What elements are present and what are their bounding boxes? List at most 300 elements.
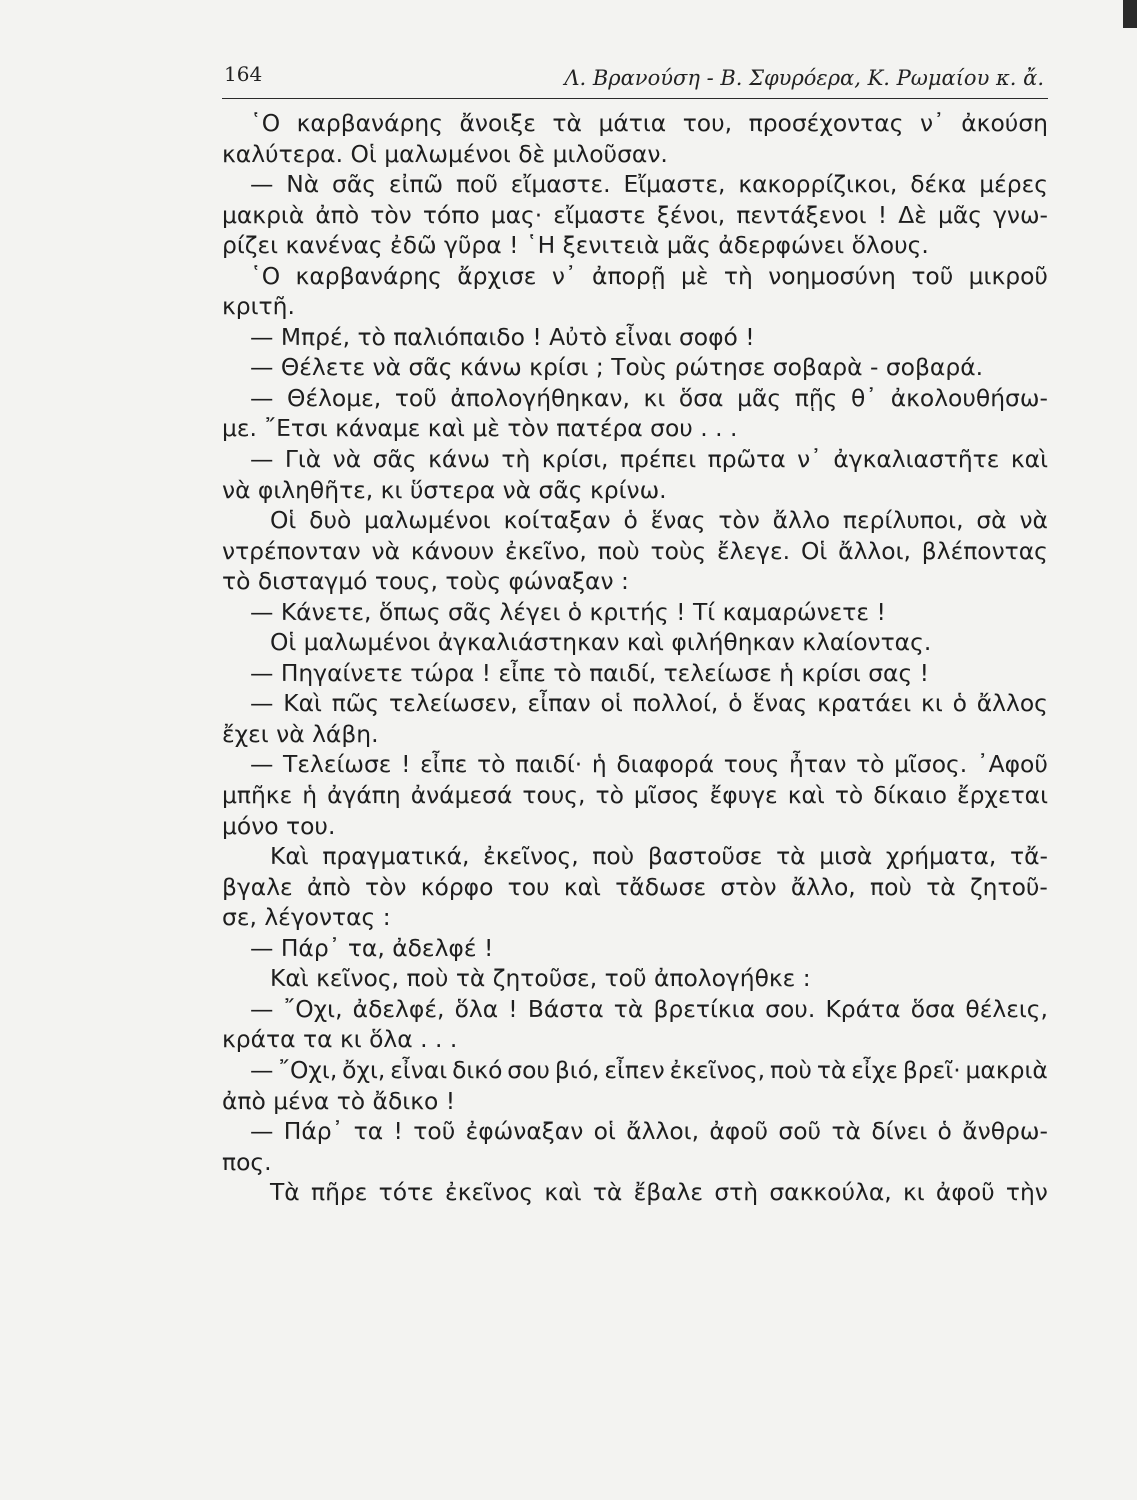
word: τοῦ xyxy=(911,261,954,290)
word: τὴ xyxy=(501,445,531,474)
word: τους xyxy=(723,750,780,779)
word: σοῦ xyxy=(778,1117,822,1146)
word: καὶ xyxy=(1010,445,1048,474)
word: Νὰ xyxy=(286,170,320,199)
word: τα xyxy=(303,1025,340,1054)
word: σου xyxy=(507,1055,550,1084)
text-line xyxy=(222,963,1048,994)
word: βρετίκια xyxy=(653,994,756,1023)
word: τὴν xyxy=(1005,1178,1048,1207)
word: μαλωμένοι xyxy=(364,506,491,535)
word: μόνο xyxy=(222,811,287,840)
word: — xyxy=(250,689,274,718)
word: σᾶς xyxy=(332,170,377,199)
word: νὰ xyxy=(222,475,258,504)
word: κι xyxy=(380,475,410,504)
word: δικό xyxy=(452,1055,503,1084)
page-number: 164 xyxy=(224,62,263,86)
word: μακριὰ xyxy=(965,1055,1048,1084)
page-header xyxy=(222,58,1048,99)
word: ἀπὸ xyxy=(306,872,351,901)
word: βγαλε xyxy=(222,872,293,901)
word: . xyxy=(420,1025,435,1054)
word: κριτῆ. xyxy=(222,292,295,321)
word: εἰπῶ xyxy=(388,170,444,199)
word: ἄλλο xyxy=(772,506,831,535)
word: ! xyxy=(445,1086,456,1115)
word: ! xyxy=(401,750,411,779)
word: εἶπαν xyxy=(527,689,591,718)
word: πραγματικά, xyxy=(322,842,470,871)
word: μῖσος. xyxy=(894,750,968,779)
word: ἡ xyxy=(302,781,318,810)
word: Θέλομε, xyxy=(287,383,382,412)
text-line xyxy=(222,261,1048,292)
scan-edge xyxy=(1123,0,1137,28)
word: : xyxy=(620,567,629,596)
word: τους, xyxy=(522,781,586,810)
word: — xyxy=(250,383,274,412)
word: Βάστα xyxy=(527,994,604,1023)
word: ὕστερα xyxy=(409,475,503,504)
word: ! xyxy=(676,597,693,626)
text-line xyxy=(222,658,1048,689)
word: χρήματα, xyxy=(885,842,997,871)
word: ἡ xyxy=(779,658,802,687)
word: — xyxy=(250,353,281,382)
word: κόρφο xyxy=(420,872,494,901)
word: δίνει xyxy=(871,1117,928,1146)
word: Τί xyxy=(692,597,723,626)
word: Πηγαίνετε xyxy=(280,658,411,687)
word: μᾶς xyxy=(666,231,719,260)
word: του, xyxy=(682,109,733,137)
word: σοβαρὰ xyxy=(772,353,870,382)
word: τα xyxy=(353,1117,384,1146)
text-line xyxy=(222,1147,1048,1178)
word: περίλυποι, xyxy=(842,506,964,535)
word: ἐκεῖνος, xyxy=(483,842,579,871)
word: Οἱ xyxy=(800,536,828,565)
word: κρίσι xyxy=(801,658,869,687)
text-line xyxy=(222,230,1048,261)
word: κανένας xyxy=(285,231,391,260)
word: θέλεις, xyxy=(965,994,1048,1023)
word: ἔφυγε xyxy=(709,781,778,810)
word: ἀδερφώνει xyxy=(718,231,852,260)
word: τὴ xyxy=(723,261,753,290)
word: δισταγμό xyxy=(257,567,375,596)
text-line xyxy=(222,139,1048,170)
word: Πάρ᾽ xyxy=(280,933,348,962)
word: παιδί· xyxy=(515,750,583,779)
word: κράτα xyxy=(222,1025,303,1054)
word: ἕνας xyxy=(650,506,706,535)
word: Αὐτὸ xyxy=(549,322,615,351)
word: Γιὰ xyxy=(284,445,322,474)
word: ἀκούση xyxy=(961,109,1048,137)
word: κλαίοντας. xyxy=(802,628,932,657)
word: καὶ xyxy=(626,628,672,657)
word: ἀδελφέ xyxy=(392,933,484,962)
word: Τελείωσε xyxy=(283,750,392,779)
word: καὶ xyxy=(544,1178,582,1207)
word: ἄλλος xyxy=(976,689,1048,718)
word: ὅλα xyxy=(454,994,499,1023)
word: — xyxy=(250,322,281,351)
text-line xyxy=(222,1116,1048,1147)
word: τοὺς xyxy=(445,567,509,596)
word: σὰ xyxy=(976,506,1007,535)
word: - xyxy=(869,353,886,382)
word: οἱ xyxy=(600,689,623,718)
word: γνω- xyxy=(993,200,1048,229)
word: ντρέπονταν xyxy=(222,536,361,565)
word: Τοὺς xyxy=(611,353,675,382)
text-line xyxy=(222,902,1048,933)
word: ἄλλοι, xyxy=(626,1117,699,1146)
word: ξενιτειὰ xyxy=(562,231,667,260)
word: φιλήθηκαν xyxy=(671,628,803,657)
word: τὰ xyxy=(592,1178,623,1207)
word: τὰ xyxy=(926,872,956,901)
word: κρατάει xyxy=(817,689,912,718)
word: μᾶς xyxy=(737,383,782,412)
word: μαλωμένοι xyxy=(303,628,438,657)
word: ἄνοιξε xyxy=(459,109,536,137)
word: μισὰ xyxy=(819,842,873,871)
running-head: Λ. Βρανούση - Β. Σφυρόερα, Κ. Ρωμαίου κ. ἄ. xyxy=(564,66,1044,90)
word: ! xyxy=(919,658,930,687)
word: σε, xyxy=(222,903,265,932)
word: τὸν xyxy=(507,414,557,443)
word: τὰ xyxy=(831,1117,861,1146)
word: εἶπε xyxy=(498,658,554,687)
word: ἦταν xyxy=(789,750,847,779)
word: κι xyxy=(643,383,666,412)
word: πῇς xyxy=(794,383,838,412)
word: στὸν xyxy=(720,872,777,901)
word: εἶπεν xyxy=(604,1055,665,1084)
word: ὁ xyxy=(567,597,590,626)
text-line xyxy=(222,811,1048,842)
word: πολλοί, xyxy=(632,689,719,718)
word: τώρα xyxy=(410,658,482,687)
word: του. xyxy=(286,811,336,840)
word: ὁ xyxy=(937,1117,952,1146)
word: τότε xyxy=(378,1178,434,1207)
word: ! xyxy=(532,322,550,351)
word: ἕνας xyxy=(752,689,808,718)
word: ἀπολογήθηκαν, xyxy=(450,383,630,412)
word: . xyxy=(434,1025,450,1054)
word: τους, xyxy=(374,567,446,596)
word: τὸν xyxy=(370,200,412,229)
word: ῾Η xyxy=(525,231,563,260)
word: ἔχει xyxy=(222,719,277,748)
text-line xyxy=(222,872,1048,903)
word: τὸ xyxy=(357,322,394,351)
word: κι xyxy=(902,1178,925,1207)
word: καμαρώνετε xyxy=(722,597,877,626)
word: μαλωμένοι xyxy=(384,139,519,168)
word: κρίσι, xyxy=(541,445,609,474)
word: νὰ xyxy=(332,445,362,474)
word: ! xyxy=(745,322,755,351)
word: μὲ xyxy=(472,414,508,443)
word: στὴ xyxy=(714,1178,759,1207)
text-line xyxy=(222,994,1048,1025)
word: ἄδικο xyxy=(372,1086,446,1115)
word: βλέποντας xyxy=(921,536,1048,565)
word: δὲ xyxy=(518,139,553,168)
word: τα, xyxy=(347,933,393,962)
word: μέρες xyxy=(979,170,1048,199)
text-line xyxy=(222,627,1048,658)
text-line xyxy=(222,383,1048,414)
word: ; xyxy=(595,353,612,382)
word: ! xyxy=(877,200,888,229)
word: τὸ xyxy=(477,750,506,779)
word: νὰ xyxy=(371,536,401,565)
word: προσέχοντας xyxy=(748,109,904,137)
word: εἴμαστε xyxy=(553,200,646,229)
word: ! xyxy=(508,994,518,1023)
word: οἱ xyxy=(593,1117,616,1146)
word: ἀδελφέ, xyxy=(352,994,445,1023)
word: πρέπει xyxy=(619,445,697,474)
word: παλιόπαιδο xyxy=(393,322,533,351)
word: ἔλεγε. xyxy=(717,536,791,565)
word: δυὸ xyxy=(309,506,352,535)
word: ! xyxy=(393,1117,403,1146)
word: Κάνετε, xyxy=(280,597,379,626)
word: μπῆκε xyxy=(222,781,293,810)
word: Δὲ xyxy=(898,200,927,229)
word: ἀφοῦ xyxy=(709,1117,769,1146)
word: καρβανάρης xyxy=(296,109,443,137)
word: Οἱ xyxy=(270,628,304,657)
word: μιλοῦσαν. xyxy=(552,139,668,168)
word: ᾽Αφοῦ xyxy=(976,750,1048,779)
word: εἶχε xyxy=(851,1055,898,1084)
word: σᾶς xyxy=(372,445,417,474)
word: σοβαρά. xyxy=(885,353,984,382)
word: ἐκεῖνο, xyxy=(504,536,587,565)
text-line xyxy=(222,475,1048,506)
word: δέκα xyxy=(910,170,967,199)
text-line xyxy=(222,841,1048,872)
word: σᾶς xyxy=(408,353,460,382)
text-line xyxy=(222,444,1048,475)
text-line xyxy=(222,200,1048,231)
word: Θέλετε xyxy=(280,353,373,382)
word: Μπρέ, xyxy=(280,322,358,351)
word: κάνω xyxy=(459,353,530,382)
word: τὸ xyxy=(834,781,864,810)
word: σου. xyxy=(765,994,816,1023)
word: ἀπορῇ xyxy=(592,261,666,290)
word: ἄλλοι, xyxy=(838,536,911,565)
word: ἔβαλε xyxy=(633,1178,704,1207)
word: νὰ xyxy=(372,353,409,382)
word: — xyxy=(250,597,281,626)
word: νὰ xyxy=(502,475,539,504)
word: ὁ xyxy=(952,689,967,718)
word: νὰ xyxy=(1019,506,1048,535)
word: καὶ xyxy=(427,414,473,443)
word: ἀγάπη xyxy=(327,781,401,810)
word: εἶπε xyxy=(420,750,468,779)
word: μένα xyxy=(273,1086,337,1115)
word: ἀπὸ xyxy=(222,1086,274,1115)
word: τὰ xyxy=(613,994,644,1023)
word: ἐκεῖνος xyxy=(445,1178,534,1207)
text-line xyxy=(222,1177,1048,1208)
word: . xyxy=(715,414,731,443)
word: Καὶ xyxy=(270,964,317,993)
word: ποὺ xyxy=(870,872,912,901)
word: τὸ xyxy=(553,658,590,687)
word: κριτής xyxy=(589,597,677,626)
word: ἄρχισε xyxy=(457,261,537,290)
word: κάνω xyxy=(428,445,490,474)
word: εἶναι xyxy=(614,322,679,351)
word: ὁ xyxy=(728,689,743,718)
word: κοίταξαν xyxy=(503,506,611,535)
word: φιληθῆτε, xyxy=(257,475,381,504)
word: σου xyxy=(650,414,701,443)
word: τἄδωσε xyxy=(615,872,707,901)
word: ποὺ xyxy=(406,964,456,993)
text-line xyxy=(222,352,1048,383)
word: ! xyxy=(876,597,886,626)
word: βρεῖ· xyxy=(902,1055,961,1084)
word: δίκαιο xyxy=(873,781,947,810)
word: ὅπως xyxy=(378,597,449,626)
word: σᾶς xyxy=(448,597,500,626)
word: ἄνθρω- xyxy=(962,1117,1048,1146)
word: κρίσι xyxy=(529,353,596,382)
word: ποὺ xyxy=(592,842,635,871)
word: . xyxy=(730,414,738,443)
word: μὲ xyxy=(680,261,709,290)
word: μάτια xyxy=(598,109,667,137)
word: καὶ xyxy=(787,781,825,810)
text-line xyxy=(222,933,1048,964)
word: τὰ xyxy=(816,1055,847,1084)
word: Κράτα xyxy=(825,994,901,1023)
word: λέγει xyxy=(499,597,568,626)
word: ἐφώναξαν xyxy=(465,1117,584,1146)
word: ἀφοῦ xyxy=(935,1178,995,1207)
word: μᾶς xyxy=(937,200,982,229)
word: κάνουν xyxy=(410,536,495,565)
word: τόπο xyxy=(422,200,480,229)
word: ἀπολογήθκε xyxy=(653,964,803,993)
word: ὅλα xyxy=(369,1025,421,1054)
word: ἀγκαλιάστηκαν xyxy=(437,628,627,657)
word: ! xyxy=(481,658,499,687)
text-line xyxy=(222,413,1048,444)
word: ποὺ xyxy=(770,1055,812,1084)
word: σακκούλα, xyxy=(769,1178,892,1207)
word: Τὰ xyxy=(270,1178,300,1207)
word: εἶναι xyxy=(390,1055,448,1084)
word: . xyxy=(700,414,716,443)
text-line xyxy=(222,505,1048,536)
word: καλύτερα. xyxy=(222,139,351,168)
word: σᾶς xyxy=(538,475,590,504)
word: ζητοῦ- xyxy=(969,872,1048,901)
word: νὰ xyxy=(276,719,313,748)
word: τοῦ xyxy=(413,1117,456,1146)
word: ῾Ο xyxy=(250,109,281,137)
word: κρίνω. xyxy=(589,475,667,504)
word: κι xyxy=(339,1025,370,1054)
word: Καὶ xyxy=(283,689,322,718)
word: κεῖνος, xyxy=(316,964,407,993)
text-line xyxy=(222,322,1048,353)
word: ἐκεῖνος, xyxy=(669,1055,766,1084)
word: ν᾽ xyxy=(797,445,822,474)
word: τὸν xyxy=(365,872,407,901)
text-line xyxy=(222,780,1048,811)
word: σας xyxy=(868,658,920,687)
word: καρβανάρης xyxy=(295,261,442,290)
word: — xyxy=(250,994,274,1023)
word: τὰ xyxy=(552,109,582,137)
body-text xyxy=(222,108,1048,1208)
word: τὸ xyxy=(336,1086,373,1115)
word: ὁ xyxy=(623,506,638,535)
word: ἡ xyxy=(591,750,607,779)
word: τοὺς xyxy=(650,536,707,565)
word: βιό, xyxy=(554,1055,600,1084)
word: διαφορά xyxy=(616,750,715,779)
word: φώναξαν xyxy=(508,567,621,596)
word: ῎Οχι, xyxy=(278,1055,338,1084)
word: γῦρα xyxy=(444,231,510,260)
word: του xyxy=(507,872,550,901)
word: ποὺ xyxy=(597,536,640,565)
word: λέγοντας xyxy=(264,903,383,932)
word: πῶς xyxy=(331,689,380,718)
word: μικροῦ xyxy=(968,261,1048,290)
word: — xyxy=(250,170,274,199)
word: ὅσα xyxy=(678,383,724,412)
word: πρῶτα xyxy=(707,445,786,474)
word: με. xyxy=(222,414,265,443)
word: . xyxy=(449,1025,458,1054)
word: ἀκολουθήσω- xyxy=(890,383,1048,412)
word: ἀνάμεσά xyxy=(410,781,513,810)
text-line xyxy=(222,749,1048,780)
word: ὅσα xyxy=(910,994,956,1023)
text-line xyxy=(222,1055,1048,1086)
word: ὄχι, xyxy=(342,1055,386,1084)
word: ! xyxy=(509,231,526,260)
word: — xyxy=(250,750,274,779)
word: ν᾽ xyxy=(919,109,945,137)
word: ῎Οχι, xyxy=(283,994,343,1023)
word: μας· xyxy=(490,200,543,229)
word: κακορρίζικοι, xyxy=(738,170,898,199)
word: τὸ xyxy=(595,781,624,810)
word: ξένοι, xyxy=(656,200,726,229)
word: ζητοῦσε, xyxy=(492,964,605,993)
text-line xyxy=(222,291,1048,322)
